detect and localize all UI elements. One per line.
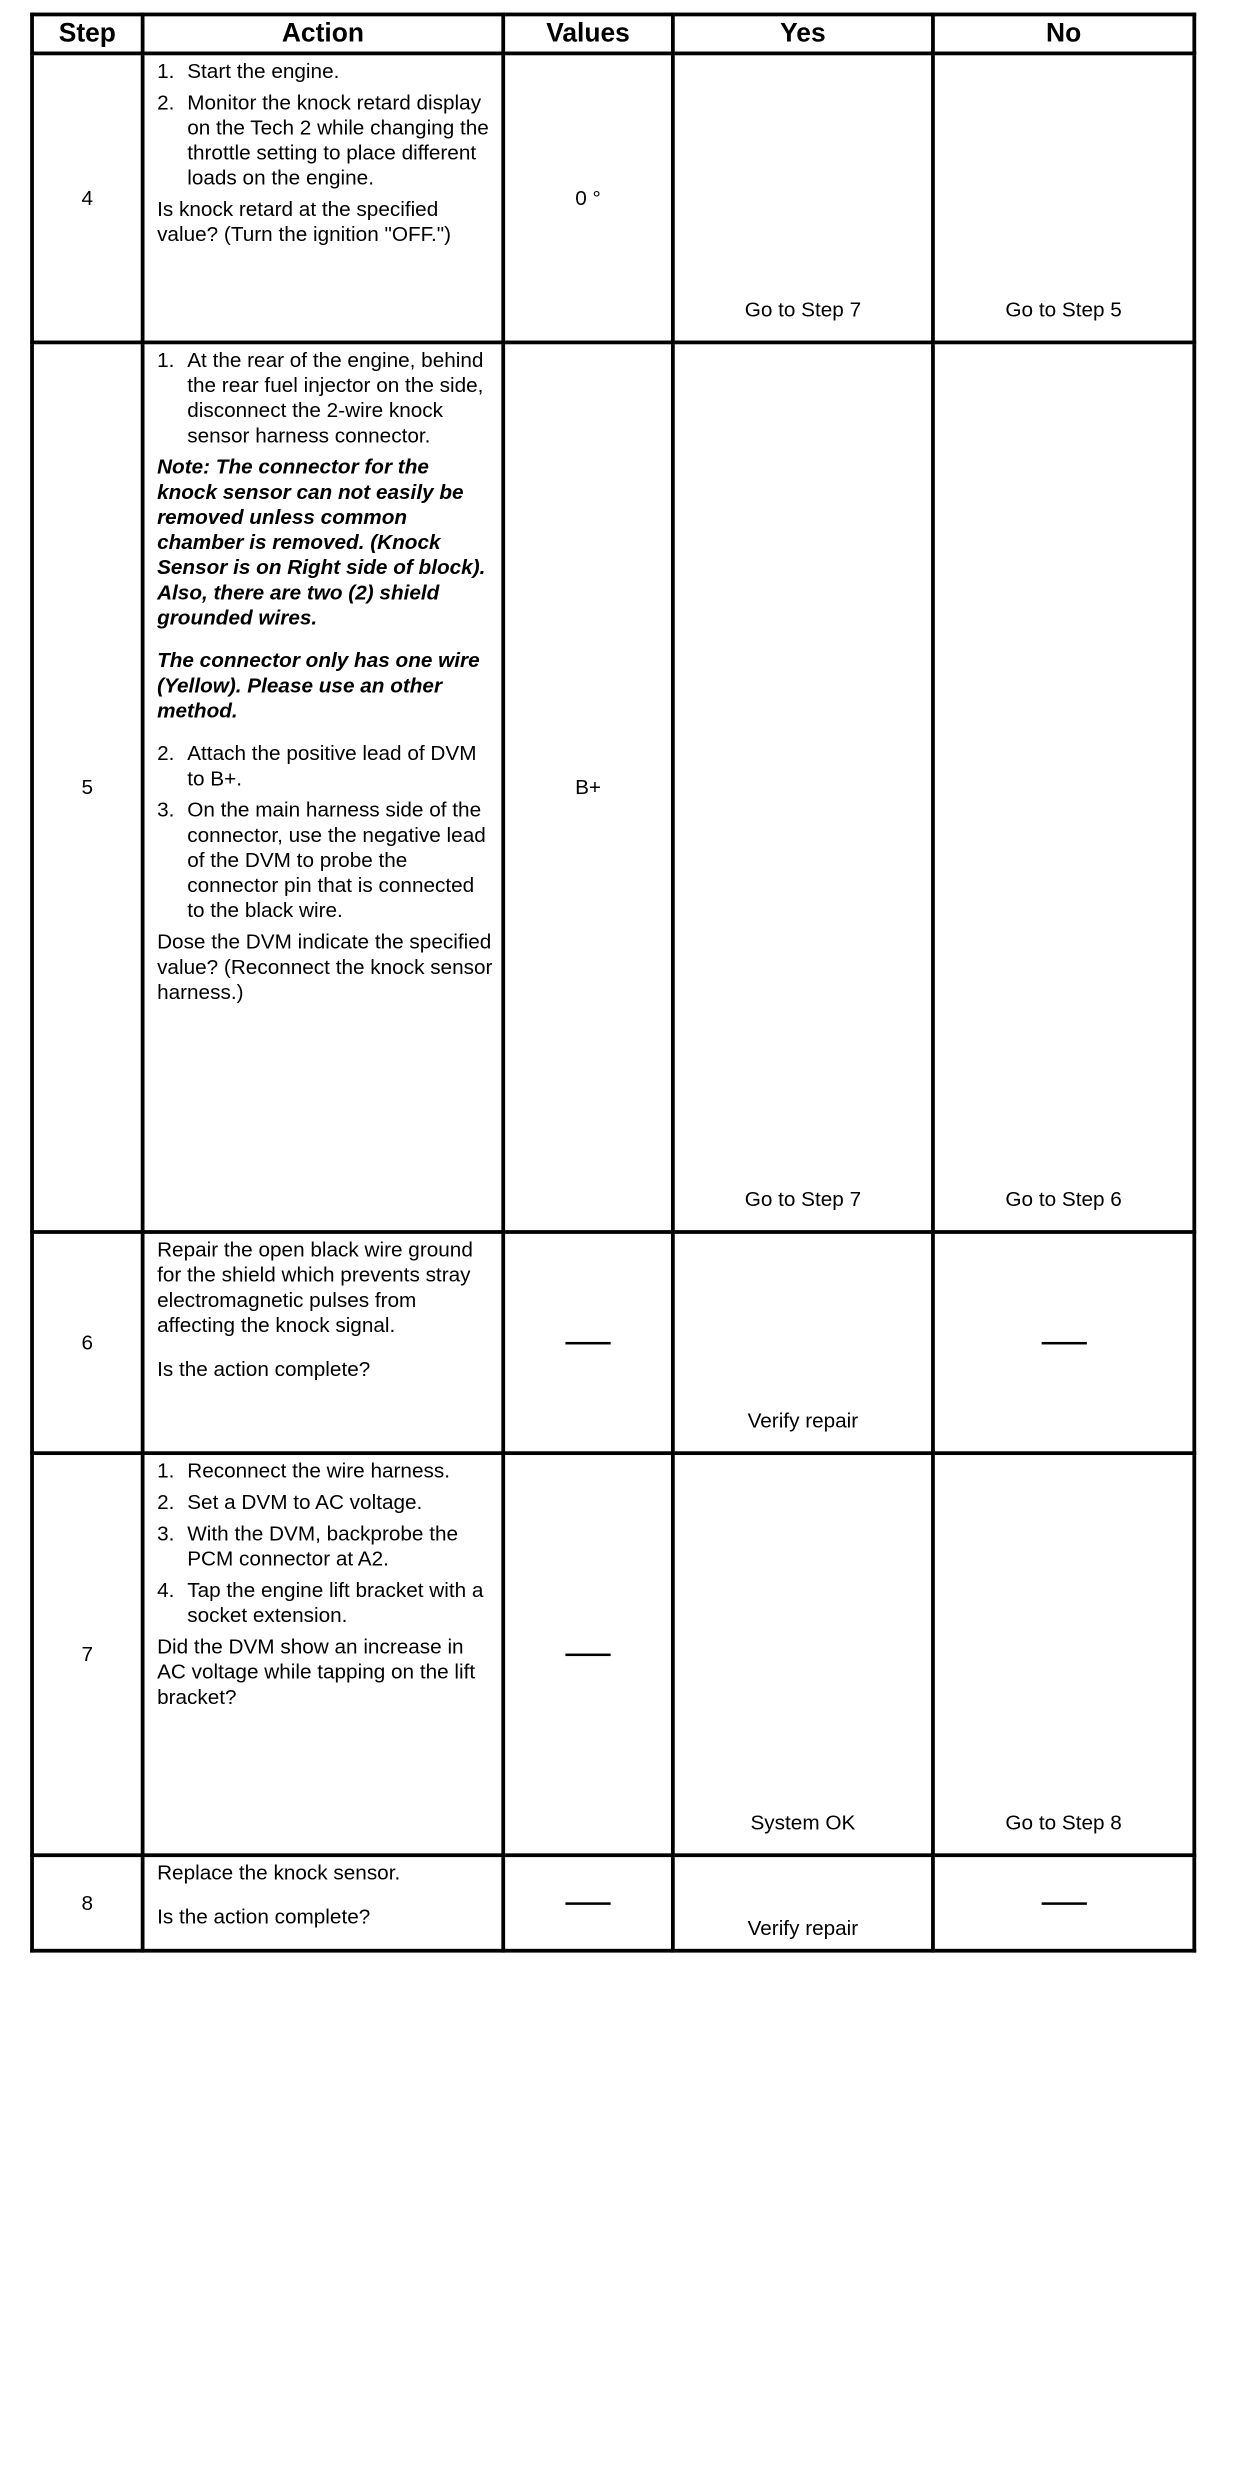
- header-values: Values: [503, 14, 673, 53]
- list-item: 4. Tap the engine lift bracket with a socket extension.: [157, 1579, 484, 1628]
- list-item: 1. Start the engine.: [157, 60, 340, 83]
- header-step: Step: [32, 14, 143, 53]
- list-item: 1. Reconnect the wire harness.: [157, 1460, 450, 1483]
- step-number: 6: [32, 1232, 143, 1453]
- table-row: [32, 53, 1194, 342]
- table-row: [32, 342, 1194, 1232]
- yes-result: Go to Step 7: [673, 342, 933, 1232]
- step-number: 5: [32, 342, 143, 1232]
- action-steps: [157, 741, 494, 923]
- action-cell: [143, 53, 504, 342]
- step-text: With the DVM, backprobe the PCM connector at A2.: [187, 1522, 459, 1571]
- action-question: Did the DVM show an increase in AC voltage while tapping on the lift bracket?: [157, 1635, 476, 1709]
- step-text: Monitor the knock retard display on the Tech 2 while changing the throttle setting to place different loads on the engine.: [187, 91, 489, 190]
- step-number: 4: [32, 53, 143, 342]
- diagnostic-table: [30, 13, 1196, 1953]
- action-text: Replace the knock sensor.: [157, 1862, 401, 1885]
- no-result: Go to Step 5: [933, 53, 1194, 342]
- action-cell: [143, 1453, 504, 1855]
- dash-mark: [1041, 1903, 1086, 1906]
- note-text: Note: The connector for the knock sensor can not easily be removed unless common chamber is removed. (Knock Sensor is on Right side of block). Also, there are two (2) shield grounded wires.: [157, 456, 486, 630]
- step-text: On the main harness side of the connector, use the negative lead of the DVM to probe the connector pin that is connected to the black wire.: [187, 799, 486, 923]
- action-question: Is the action complete?: [157, 1358, 371, 1381]
- action-cell: [143, 1855, 504, 1950]
- header-action: Action: [143, 14, 504, 53]
- action-cell: [143, 1232, 504, 1453]
- dash-mark: [1041, 1342, 1086, 1345]
- no-result: [933, 1232, 1194, 1453]
- list-item: 2. Set a DVM to AC voltage.: [157, 1491, 423, 1515]
- yes-result: Go to Step 7: [673, 53, 933, 342]
- no-result: [933, 1855, 1194, 1950]
- no-result: Go to Step 6: [933, 342, 1194, 1232]
- list-item: 1. At the rear of the engine, behind the rear fuel injector on the side, disconnect the 2-wire knock sensor harness connector.: [157, 349, 484, 448]
- value-cell: 0 °: [503, 53, 673, 342]
- action-question: Is the action complete?: [157, 1906, 371, 1929]
- value-cell: [503, 1232, 673, 1453]
- list-item: 3. On the main harness side of the connector, use the negative lead of the DVM to probe the connector pin that is connected to the black wire.: [157, 799, 486, 923]
- action-steps: [157, 348, 494, 449]
- header-row: [32, 14, 1194, 53]
- list-item: 3. With the DVM, backprobe the PCM connector at A2.: [157, 1522, 459, 1571]
- step-text: Set a DVM to AC voltage.: [187, 1491, 423, 1515]
- list-item: 2. Monitor the knock retard display on the Tech 2 while changing the throttle setting to place different loads on the engine.: [157, 91, 489, 190]
- dash-mark: [565, 1654, 610, 1657]
- step-number: 7: [32, 1453, 143, 1855]
- step-text: Attach the positive lead of DVM to B+.: [187, 742, 477, 791]
- step-text: Reconnect the wire harness.: [187, 1460, 450, 1483]
- table-row: [32, 1453, 1194, 1855]
- action-steps: [157, 1459, 494, 1629]
- yes-result: System OK: [673, 1453, 933, 1855]
- dash-mark: [565, 1903, 610, 1906]
- header-yes: Yes: [673, 14, 933, 53]
- value-cell: [503, 1855, 673, 1950]
- yes-result: Verify repair: [673, 1855, 933, 1950]
- action-text: Repair the open black wire ground for the shield which prevents stray electromagnetic pulses from affecting the knock signal.: [157, 1238, 473, 1337]
- table-row: [32, 1855, 1194, 1950]
- table-row: [32, 1232, 1194, 1453]
- action-question: Dose the DVM indicate the specified value? (Reconnect the knock sensor harness.): [157, 931, 493, 1004]
- action-cell: [143, 342, 504, 1232]
- header-no: No: [933, 14, 1194, 53]
- yes-result: Verify repair: [673, 1232, 933, 1453]
- action-steps: [157, 59, 494, 191]
- step-text: At the rear of the engine, behind the rear fuel injector on the side, disconnect the 2-wire knock sensor harness connector.: [187, 349, 484, 448]
- dash-mark: [565, 1342, 610, 1345]
- note-text: The connector only has one wire (Yellow). Please use an other method.: [157, 649, 480, 723]
- step-text: Start the engine.: [187, 60, 340, 83]
- no-result: Go to Step 8: [933, 1453, 1194, 1855]
- list-item: 2. Attach the positive lead of DVM to B+.: [157, 742, 477, 791]
- action-question: Is knock retard at the specified value? (Turn the ignition "OFF."): [157, 198, 452, 247]
- value-cell: [503, 1453, 673, 1855]
- value-cell: B+: [503, 342, 673, 1232]
- step-number: 8: [32, 1855, 143, 1950]
- step-text: Tap the engine lift bracket with a socket extension.: [187, 1579, 484, 1628]
